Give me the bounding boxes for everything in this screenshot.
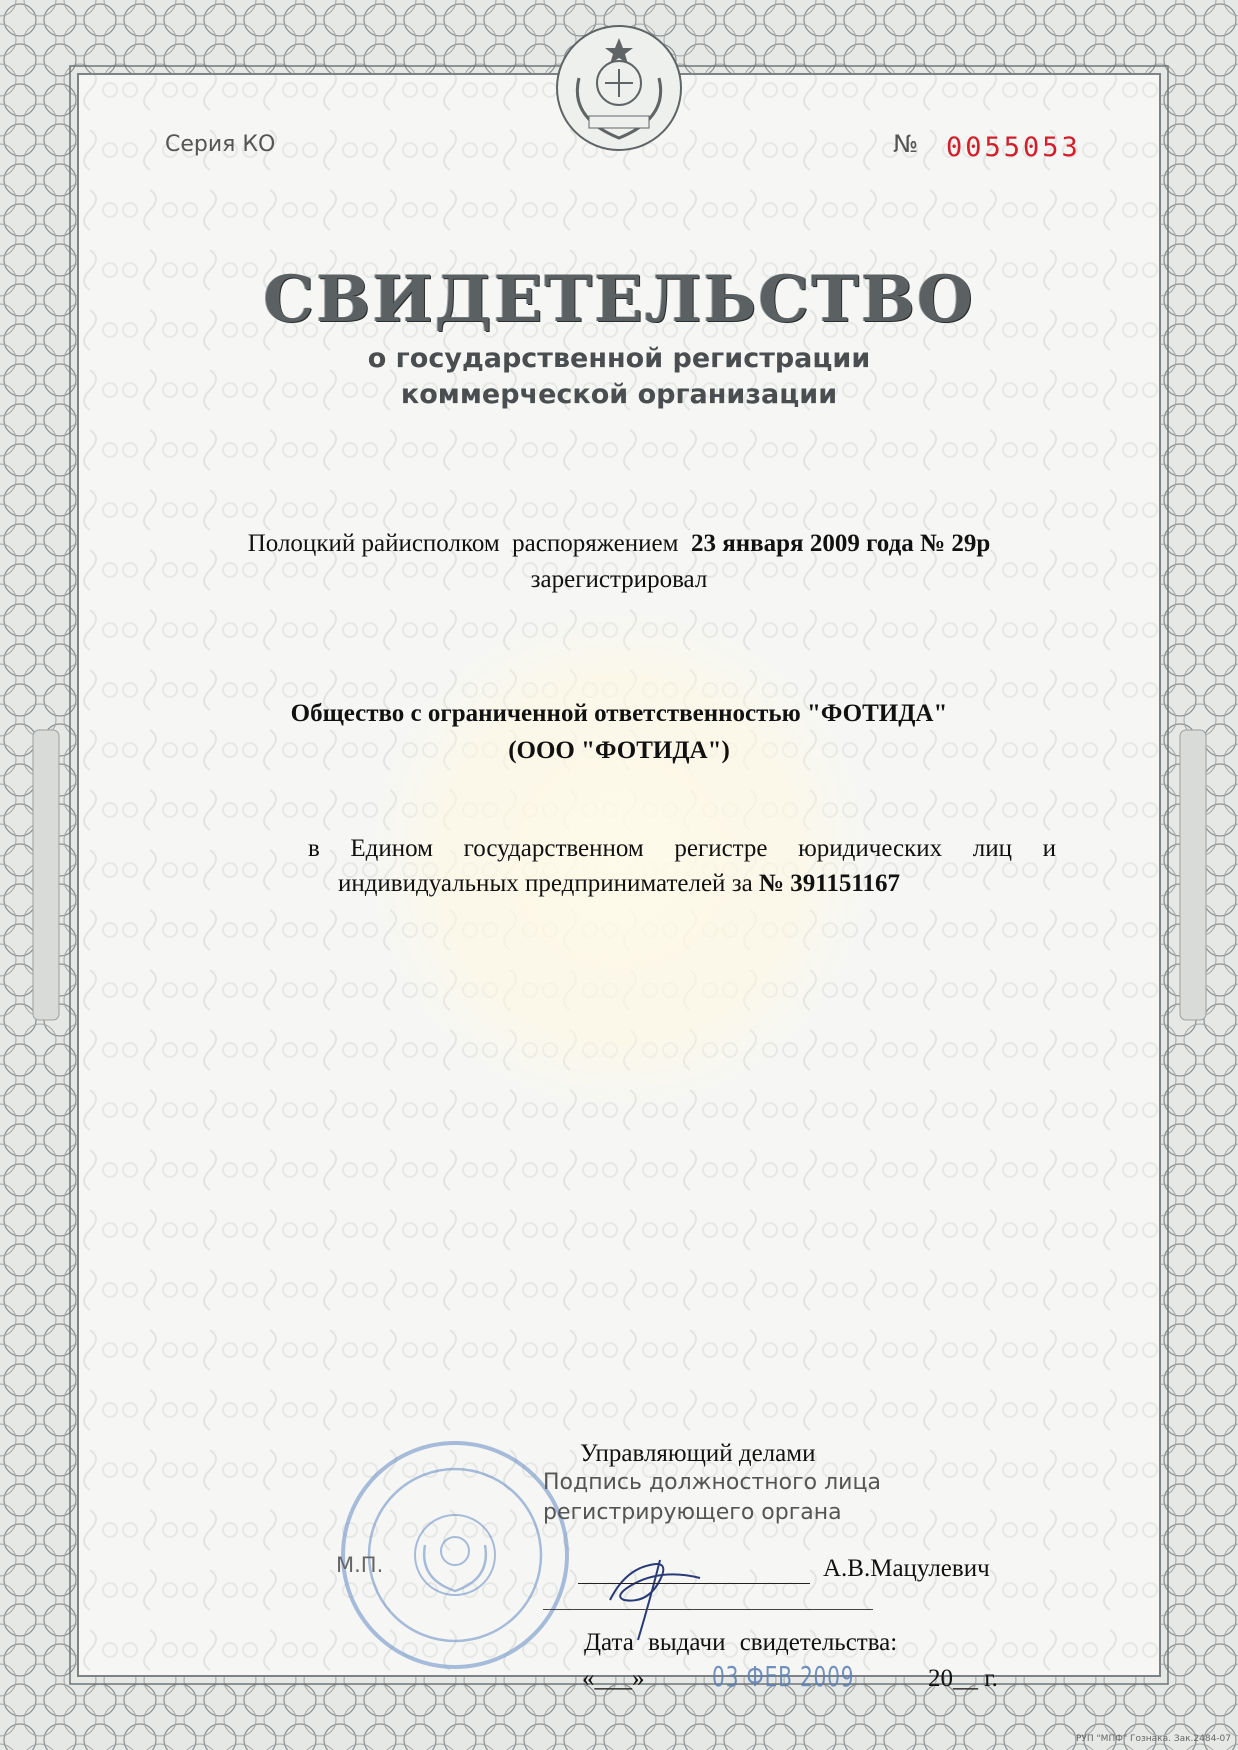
signer-name: А.В.Мацулевич: [823, 1555, 990, 1582]
subtitle-line-2: коммерческой организации: [400, 379, 838, 410]
register-line-2: [0, 870, 1238, 898]
registered-word: зарегистрировал: [530, 566, 708, 593]
signature-caption-2: регистрирующего органа: [543, 1500, 842, 1525]
issue-year-blank: 20__ г.: [928, 1665, 998, 1692]
number-sign: №: [893, 130, 918, 158]
register-number: № 391151167: [758, 870, 901, 897]
subtitle-line-1: о государственной регистрации: [367, 343, 871, 374]
registration-line: [0, 530, 1238, 558]
register-line-2-text: индивидуальных предпринимателей за: [337, 870, 753, 897]
order-word: распоряжением: [512, 530, 679, 557]
signature-underline: [543, 1609, 873, 1610]
series-label: Серия КО: [165, 132, 276, 157]
issue-date-stamp: 03 ФЕВ 2009: [712, 1660, 855, 1693]
signature-line: [578, 1583, 810, 1584]
printer-note: РУП "МПФ" Гознака. Зак.2484-07: [1076, 1734, 1231, 1744]
issue-date-label: Дата выдачи свидетельства:: [584, 1629, 898, 1656]
state-emblem-icon: [557, 26, 681, 150]
authority: Полоцкий райисполком: [247, 530, 500, 557]
signature-caption-1: Подпись должностного лица: [543, 1470, 881, 1495]
serial-number: 0055053: [946, 132, 1081, 163]
document-title: СВИДЕТЕЛЬСТВО: [263, 262, 975, 337]
seal-place-label: М.П.: [336, 1553, 384, 1577]
issue-day-blank: «___»: [582, 1665, 645, 1692]
organization-short-name: (ООО "ФОТИДА"): [508, 737, 730, 764]
signer-position: Управляющий делами: [580, 1440, 816, 1467]
register-line-1: в Едином государственном регистре юридических лиц и: [308, 835, 1056, 862]
organization-full-name: Общество с ограниченной ответственностью "ФОТИДА": [290, 700, 948, 727]
order-details: 23 января 2009 года № 29р: [690, 530, 991, 557]
